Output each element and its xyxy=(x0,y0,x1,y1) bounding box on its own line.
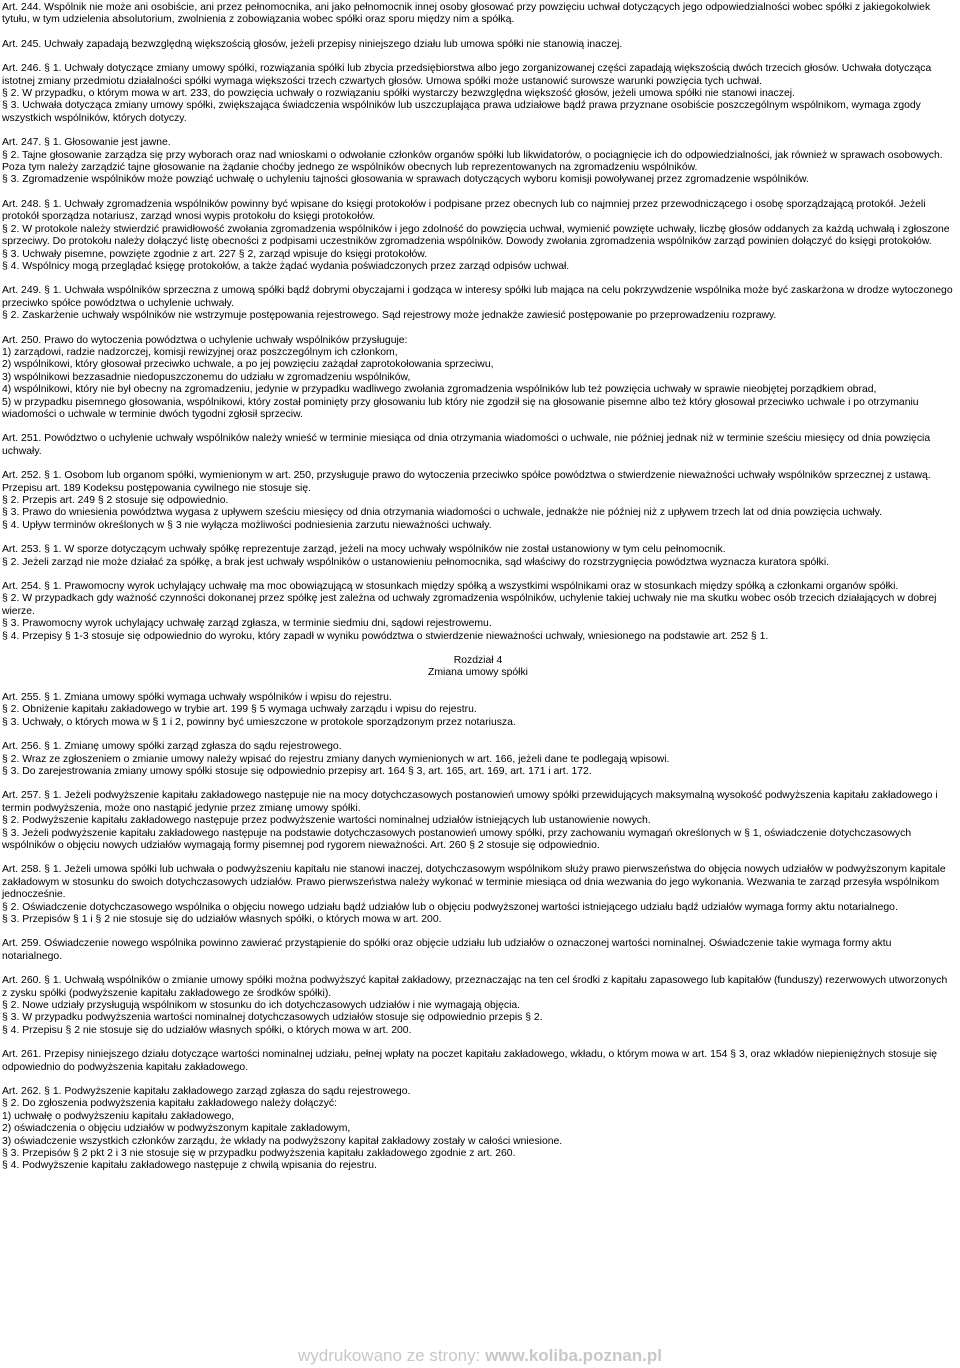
article-subparagraph: 1) uchwałę o podwyższeniu kapitału zakładowego, xyxy=(2,1110,235,1122)
article-paragraph: Art. 259. Oświadczenie nowego wspólnika powinno zawierać przystąpienie do spółki oraz objęcie udziału lub udziałów o oznaczonej wartości nominalnej. Oświadczenie takie wymaga formy aktu notarialnego. xyxy=(2,938,892,962)
article-paragraph: Art. 255. § 1. Zmiana umowy spółki wymaga uchwały wspólników i wpisu do rejestru. xyxy=(2,691,392,703)
article-subparagraph: § 3. Do zarejestrowania zmiany umowy spółki stosuje się odpowiednio przepisy art. 164 § 3, art. 165, art. 169, art. 171 i art. 172. xyxy=(2,765,592,777)
article-subparagraph: § 4. Podwyższenie kapitału zakładowego następuje z chwilą wpisania do rejestru. xyxy=(2,1160,377,1172)
article-paragraph: Art. 251. Powództwo o uchylenie uchwały wspólników należy wnieść w terminie miesiąca od dnia otrzymania wiadomości o uchwale, nie później jednak niż w terminie sześciu miesięcy od dnia powzięcia uchwały. xyxy=(2,433,931,457)
article-subparagraph: § 2. W przypadku, o którym mowa w art. 233, do powzięcia uchwały o rozwiązaniu spółki wystarczy bezwzględna większość głosów, jeżeli umowa spółki nie stanowi inaczej. xyxy=(2,88,795,100)
article-subparagraph: § 3. W przypadku podwyższenia wartości nominalnej dotychczasowych udziałów stosuje się odpowiednio przepis § 2. xyxy=(2,1012,543,1024)
articles-255-262 xyxy=(2,692,954,1173)
article xyxy=(2,581,954,643)
article-paragraph: Art. 248. § 1. Uchwały zgromadzenia wspólników powinny być wpisane do księgi protokołów i podpisane przez obecnych lub co najmniej przez przewodniczącego i osobę sporządzającą protokół. Jeżeli protokół sporządza notariusz, zarząd wnosi wypis protokołu do księgi protokołów. xyxy=(2,198,926,223)
article-subparagraph: § 2. Jeżeli zarząd nie może działać za spółkę, a brak jest uchwały wspólników o ustanowieniu pełnomocnika, sąd właściwy do rozstrzygnięcia powództwa wyznacza kuratora spółki. xyxy=(2,556,830,568)
article-subparagraph: § 2. W przypadkach gdy ważność czynności dokonanej przez spółkę jest zależna od uchwały zgromadzenia wspólników, uchylenie takiej uchwały nie ma skutku wobec osób trzecich działających w dobrej wierze. xyxy=(2,593,937,617)
article-subparagraph: § 4. Przepisu § 2 nie stosuje się do udziałów własnych spółki, o których mowa w art. 200. xyxy=(2,1024,412,1036)
article-paragraph: Art. 260. § 1. Uchwałą wspólników o zmianie umowy spółki można podwyższyć kapitał zakładowy, przeznaczając na ten cel środki z kapitału zapasowego lub kapitałów (funduszy) rezerwowych utworzonych z zysku spółki (podwyższenie kapitału zakładowego ze środków spółki). xyxy=(2,975,948,999)
article xyxy=(2,470,954,532)
article xyxy=(2,2,954,27)
article-paragraph: Art. 245. Uchwały zapadają bezwzględną większością głosów, jeżeli przepisy niniejszego działu lub umowa spółki nie stanowią inaczej. xyxy=(2,38,623,50)
article-subparagraph: 3) oświadczenie wszystkich członków zarządu, że wkłady na podwyższony kapitał zakładowy zostały w całości wniesione. xyxy=(2,1135,563,1147)
article xyxy=(2,285,954,322)
article xyxy=(2,544,954,569)
articles-244-254 xyxy=(2,2,954,643)
chapter-heading xyxy=(2,655,954,680)
article-subparagraph: § 2. Oświadczenie dotychczasowego wspólnika o objęciu nowego udziału bądź udziałów lub o objęciu podwyższonej wartości istniejącego udziału bądź udziałów wymaga formy aktu notarialnego. xyxy=(2,901,898,913)
article xyxy=(2,975,954,1037)
article-subparagraph: 1) zarządowi, radzie nadzorczej, komisji rewizyjnej oraz poszczególnym ich członkom, xyxy=(2,346,398,358)
article-subparagraph: § 2. Przepis art. 249 § 2 stosuje się odpowiednio. xyxy=(2,495,229,506)
article xyxy=(2,1086,954,1173)
print-footer xyxy=(0,1346,960,1366)
article-subparagraph: 2) wspólnikowi, który głosował przeciwko uchwale, a po jej powzięciu zażądał zaprotokołowania sprzeciwu, xyxy=(2,359,494,371)
article xyxy=(2,1049,954,1074)
article xyxy=(2,39,954,51)
article-subparagraph: § 2. W protokole należy stwierdzić prawidłowość zwołania zgromadzenia wspólników i jego zdolność do powzięcia uchwał, wymienić powzięte uchwały, liczbę głosów oddanych za każdą uchwałą i zgłoszone sprzeciwy. Do protokołu należy dołączyć listę obecności z podpisami uczestników zgromadzenia wspólników. Dowody zwołania zgromadzenia wspólników zarząd powinien dołączyć do księgi protokołów. xyxy=(2,223,950,248)
article xyxy=(2,199,954,273)
article-subparagraph: § 4. Upływ terminów określonych w § 3 nie wyłącza możliwości podniesienia zarzutu nieważności uchwały. xyxy=(2,519,492,531)
article xyxy=(2,864,954,926)
article-paragraph: Art. 254. § 1. Prawomocny wyrok uchylający uchwałę ma moc obowiązującą w stosunkach między spółką a wszystkimi wspólnikami oraz w stosunkach między spółką a członkami organów spółki. xyxy=(2,581,899,593)
article xyxy=(2,790,954,852)
article-paragraph: Art. 253. § 1. W sporze dotyczącym uchwały spółkę reprezentuje zarząd, jeżeli na mocy uchwały wspólników nie został ustanowiony w tym celu pełnomocnik. xyxy=(2,544,726,556)
article-paragraph: Art. 246. § 1. Uchwały dotyczące zmiany umowy spółki, rozwiązania spółki lub zbycia przedsiębiorstwa albo jego zorganizowanej części zapadają większością dwóch trzecich głosów. Uchwała dotycząca istotnej zmiany przedmiotu działalności spółki wymaga większości trzech czwartych głosów. Umowa spółki może ustanowić surowsze warunki powzięcia tych uchwał. xyxy=(2,63,932,87)
article-subparagraph: § 2. Zaskarżenie uchwały wspólników nie wstrzymuje postępowania rejestrowego. Sąd rejestrowy może jednakże zawiesić postępowanie po przeprowadzeniu rozprawy. xyxy=(2,310,777,322)
article-subparagraph: 4) wspólnikowi, który nie był obecny na zgromadzeniu, jedynie w przypadku wadliwego zwołania zgromadzenia wspólników lub też powzięcia uchwały w sprawie nieobjętej porządkiem obrad, xyxy=(2,384,877,396)
article xyxy=(2,433,954,458)
article-paragraph: Art. 249. § 1. Uchwała wspólników sprzeczna z umową spółki bądź dobrymi obyczajami i godząca w interesy spółki lub mająca na celu pokrzywdzenie wspólnika może być zaskarżona w drodze wytoczonego przeciwko spółce powództwa o uchylenie uchwały. xyxy=(2,285,953,309)
article-subparagraph: § 3. Uchwały, o których mowa w § 1 i 2, powinny być umieszczone w protokole sporządzonym przez notariusza. xyxy=(2,716,516,728)
article-subparagraph: § 2. Podwyższenie kapitału zakładowego następuje przez podwyższenie wartości nominalnej udziałów istniejących lub ustanowienie nowych. xyxy=(2,815,651,827)
article-paragraph: Art. 252. § 1. Osobom lub organom spółki, wymienionym w art. 250, przysługuje prawo do wytoczenia przeciwko spółce powództwa o stwierdzenie nieważności uchwały wspólników sprzecznej z ustawą. Przepisu art. 189 Kodeksu postępowania cywilnego nie stosuje się. xyxy=(2,470,931,494)
article xyxy=(2,938,954,963)
article-subparagraph: § 3. Zgromadzenie wspólników może powziąć uchwałę o uchyleniu tajności głosowania w sprawach dotyczących wyboru komisji powoływanej przez zgromadzenie wspólników. xyxy=(2,174,809,186)
article-paragraph: Art. 256. § 1. Zmianę umowy spółki zarząd zgłasza do sądu rejestrowego. xyxy=(2,741,342,753)
article-subparagraph: § 4. Wspólnicy mogą przeglądać księgę protokołów, a także żądać wydania poświadczonych przez zarząd odpisów uchwał. xyxy=(2,260,570,272)
article xyxy=(2,741,954,778)
article-subparagraph: § 2. Obniżenie kapitału zakładowego w trybie art. 199 § 5 wymaga uchwały zarządu i wpisu do rejestru. xyxy=(2,704,477,716)
article xyxy=(2,137,954,187)
article-paragraph: Art. 247. § 1. Głosowanie jest jawne. xyxy=(2,137,171,149)
article xyxy=(2,692,954,729)
article-paragraph: Art. 261. Przepisy niniejszego działu dotyczące wartości nominalnej udziału, pełnej wpłaty na poczet kapitału zakładowego, wkładu, o którym mowa w art. 154 § 3, oraz wkładów niepieniężnych stosuje się odpowiednio do podwyższenia kapitału zakładowego. xyxy=(2,1049,938,1073)
article-subparagraph: § 2. Do zgłoszenia podwyższenia kapitału zakładowego należy dołączyć: xyxy=(2,1098,338,1110)
article-subparagraph: § 2. Wraz ze zgłoszeniem o zmianie umowy należy wpisać do rejestru zmiany danych wymienionych w art. 166, jeżeli dane te podlegają wpisowi. xyxy=(2,753,670,765)
article-paragraph: Art. 244. Wspólnik nie może ani osobiście, ani przez pełnomocnika, ani jako pełnomocnik innej osoby głosować przy powzięciu uchwał dotyczących jego odpowiedzialności wobec spółki z jakiegokolwiek tytułu, w tym udzielenia absolutorium, zwolnienia z zobowiązania wobec spółki oraz sporu między nim a spółką. xyxy=(2,2,931,26)
article-subparagraph: § 3. Prawomocny wyrok uchylający uchwałę zarząd zgłasza, w terminie siedmiu dni, sądowi rejestrowemu. xyxy=(2,618,492,630)
article-subparagraph: § 3. Przepisów § 1 i § 2 nie stosuje się do udziałów własnych spółki, o których mowa w art. 200. xyxy=(2,913,442,925)
chapter-title: Zmiana umowy spółki xyxy=(428,667,528,679)
chapter-number: Rozdział 4 xyxy=(453,655,503,667)
article-subparagraph: § 3. Prawo do wniesienia powództwa wygasa z upływem sześciu miesięcy od dnia otrzymania wiadomości o uchwale, jednakże nie później niż z upływem trzech lat od dnia powzięcia uchwały. xyxy=(2,507,882,519)
article-subparagraph: 3) wspólnikowi bezzasadnie niedopuszczonemu do udziału w zgromadzeniu wspólników, xyxy=(2,371,411,383)
article xyxy=(2,63,954,125)
article-subparagraph: § 3. Uchwały pisemne, powzięte zgodnie z art. 227 § 2, zarząd wpisuje do księgi protokołów. xyxy=(2,248,428,260)
article-subparagraph: § 4. Przepisy § 1-3 stosuje się odpowiednio do wyroku, który zapadł w wyniku powództwa o stwierdzenie nieważności uchwały, wniesionego na podstawie art. 252 § 1. xyxy=(2,630,769,642)
article-subparagraph: § 2. Tajne głosowanie zarządza się przy wyborach oraz nad wnioskami o odwołanie członków organów spółki lub likwidatorów, o pociągnięcie ich do odpowiedzialności, jak również w sprawach osobowych. Poza tym należy zarządzić tajne głosowanie na żądanie choćby jednego ze wspólników obecnych lub reprezentowanych na zgromadzeniu wspólników. xyxy=(2,149,943,174)
article-subparagraph: § 3. Uchwała dotycząca zmiany umowy spółki, zwiększająca świadczenia wspólników lub uszczuplająca prawa udziałowe bądź prawa przyznane osobiście poszczególnym wspólnikom, wymaga zgody wszystkich wspólników, których dotyczy. xyxy=(2,100,921,124)
article-paragraph: Art. 257. § 1. Jeżeli podwyższenie kapitału zakładowego następuje nie na mocy dotychczasowych postanowień umowy spółki przewidujących maksymalną wysokość podwyższenia kapitału zakładowego i termin podwyższenia, może ono nastąpić jedynie przez zmianę umowy spółki. xyxy=(2,790,938,814)
article-subparagraph: 5) w przypadku pisemnego głosowania, wspólnikowi, który został pominięty przy głosowaniu lub który nie zgodził się na głosowanie pisemne albo też który głosował przeciwko uchwale i po otrzymaniu wiadomości o uchwale w terminie dwóch tygodni zgłosił sprzeciw. xyxy=(2,396,919,420)
article-paragraph: Art. 258. § 1. Jeżeli umowa spółki lub uchwała o podwyższeniu kapitału nie stanowi inaczej, dotychczasowym wspólnikom służy prawo pierwszeństwa do objęcia nowych udziałów w podwyższonym kapitale zakładowym w stosunku do swoich dotychczasowych udziałów. Prawo pierwszeństwa należy wykonać w terminie miesiąca od dnia wezwania do jego wykonania. Wezwania te zarząd przesyła wspólnikom jednocześnie. xyxy=(2,864,946,901)
article-subparagraph: § 3. Przepisów § 2 pkt 2 i 3 nie stosuje się w przypadku podwyższenia kapitału zakładowego zgodnie z art. 260. xyxy=(2,1148,516,1160)
footer-prefix: wydrukowano ze strony: xyxy=(297,1346,486,1365)
footer-site-link[interactable]: www.koliba.poznan.pl xyxy=(485,1346,663,1365)
article-subparagraph: § 2. Nowe udziały przysługują wspólnikom w stosunku do ich dotychczasowych udziałów i nie wymagają objęcia. xyxy=(2,1000,521,1011)
article-subparagraph: 2) oświadczenia o objęciu udziałów w podwyższonym kapitale zakładowym, xyxy=(2,1123,351,1135)
article-paragraph: Art. 250. Prawo do wytoczenia powództwa o uchylenie uchwały wspólników przysługuje: xyxy=(2,334,408,346)
article-paragraph: Art. 262. § 1. Podwyższenie kapitału zakładowego zarząd zgłasza do sądu rejestrowego. xyxy=(2,1086,411,1098)
article-subparagraph: § 3. Jeżeli podwyższenie kapitału zakładowego następuje na podstawie dotychczasowych postanowień umowy spółki, przy zachowaniu wymagań określonych w § 1, oświadczenie dotychczasowych wspólników o objęciu nowych udziałów wymagają formy pisemnej pod rygorem nieważności. Art. 260 § 2 stosuje się odpowiednio. xyxy=(2,827,912,851)
article xyxy=(2,335,954,422)
